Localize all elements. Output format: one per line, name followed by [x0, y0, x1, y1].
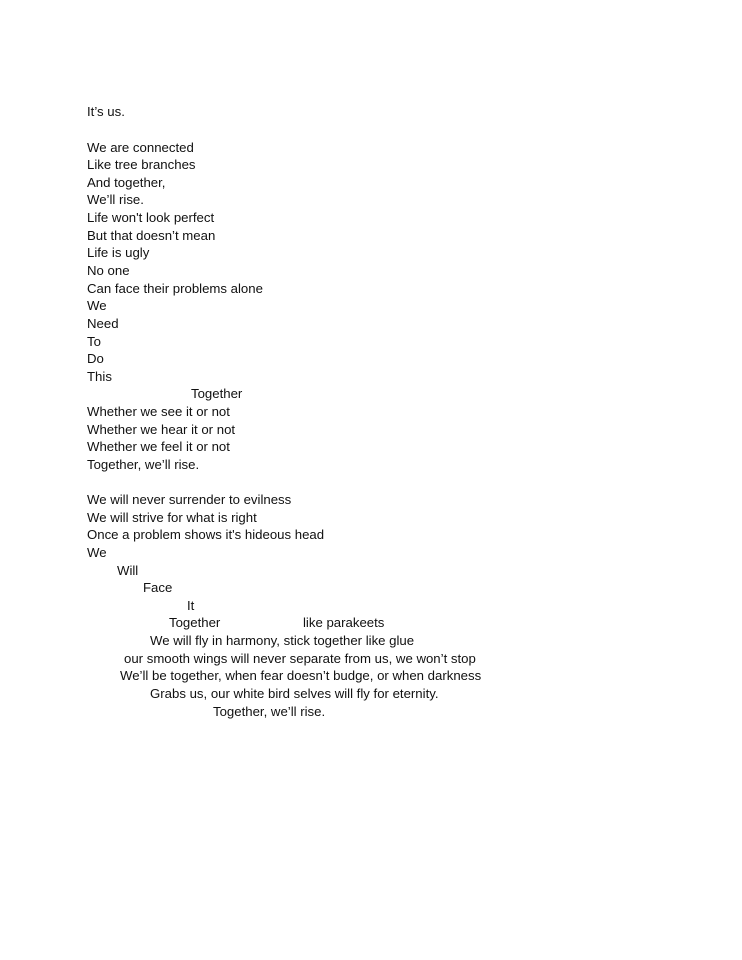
poem-line: Can face their problems alone — [87, 281, 263, 296]
poem-line: Face — [143, 580, 173, 595]
poem-line: And together, — [87, 175, 166, 190]
poem-line: Whether we see it or not — [87, 404, 230, 419]
poem-line: Grabs us, our white bird selves will fly for eternity. — [150, 686, 439, 701]
poem-line: We — [87, 298, 107, 313]
poem-line: We will never surrender to evilness — [87, 492, 292, 507]
poem-line: No one — [87, 263, 130, 278]
poem-line: Whether we hear it or not — [87, 422, 236, 437]
poem-line: Need — [87, 316, 119, 331]
poem-line: We’ll rise. — [87, 192, 144, 207]
poem-line: It — [187, 598, 195, 613]
poem-line: We’ll be together, when fear doesn’t budge, or when darkness — [120, 668, 482, 683]
poem-line: We are connected — [87, 140, 194, 155]
poem-line: our smooth wings will never separate from us, we won’t stop — [124, 651, 476, 666]
poem-line: We will fly in harmony, stick together like glue — [150, 633, 415, 648]
poem-line: Will — [117, 563, 139, 578]
poem-line: Together, we’ll rise. — [87, 457, 200, 472]
poem-line: Together — [191, 386, 243, 401]
poem-opening-line: It’s us. — [87, 104, 125, 119]
poem-line: We — [87, 545, 107, 560]
poem-line: Whether we feel it or not — [87, 439, 230, 454]
poem-line: Life is ugly — [87, 245, 150, 260]
poem-line: Together, we’ll rise. — [213, 704, 326, 719]
poem-line: To — [87, 334, 101, 349]
poem-line: We will strive for what is right — [87, 510, 257, 525]
poem-line: But that doesn’t mean — [87, 228, 216, 243]
poem-line: Together — [169, 615, 221, 630]
poem-line: Do — [87, 351, 104, 366]
poem-line: This — [87, 369, 112, 384]
poem-line: Once a problem shows it's hideous head — [87, 527, 325, 542]
poem-line: Life won't look perfect — [87, 210, 215, 225]
poem-line: Like tree branches — [87, 157, 196, 172]
poem-line: like parakeets — [303, 615, 385, 630]
